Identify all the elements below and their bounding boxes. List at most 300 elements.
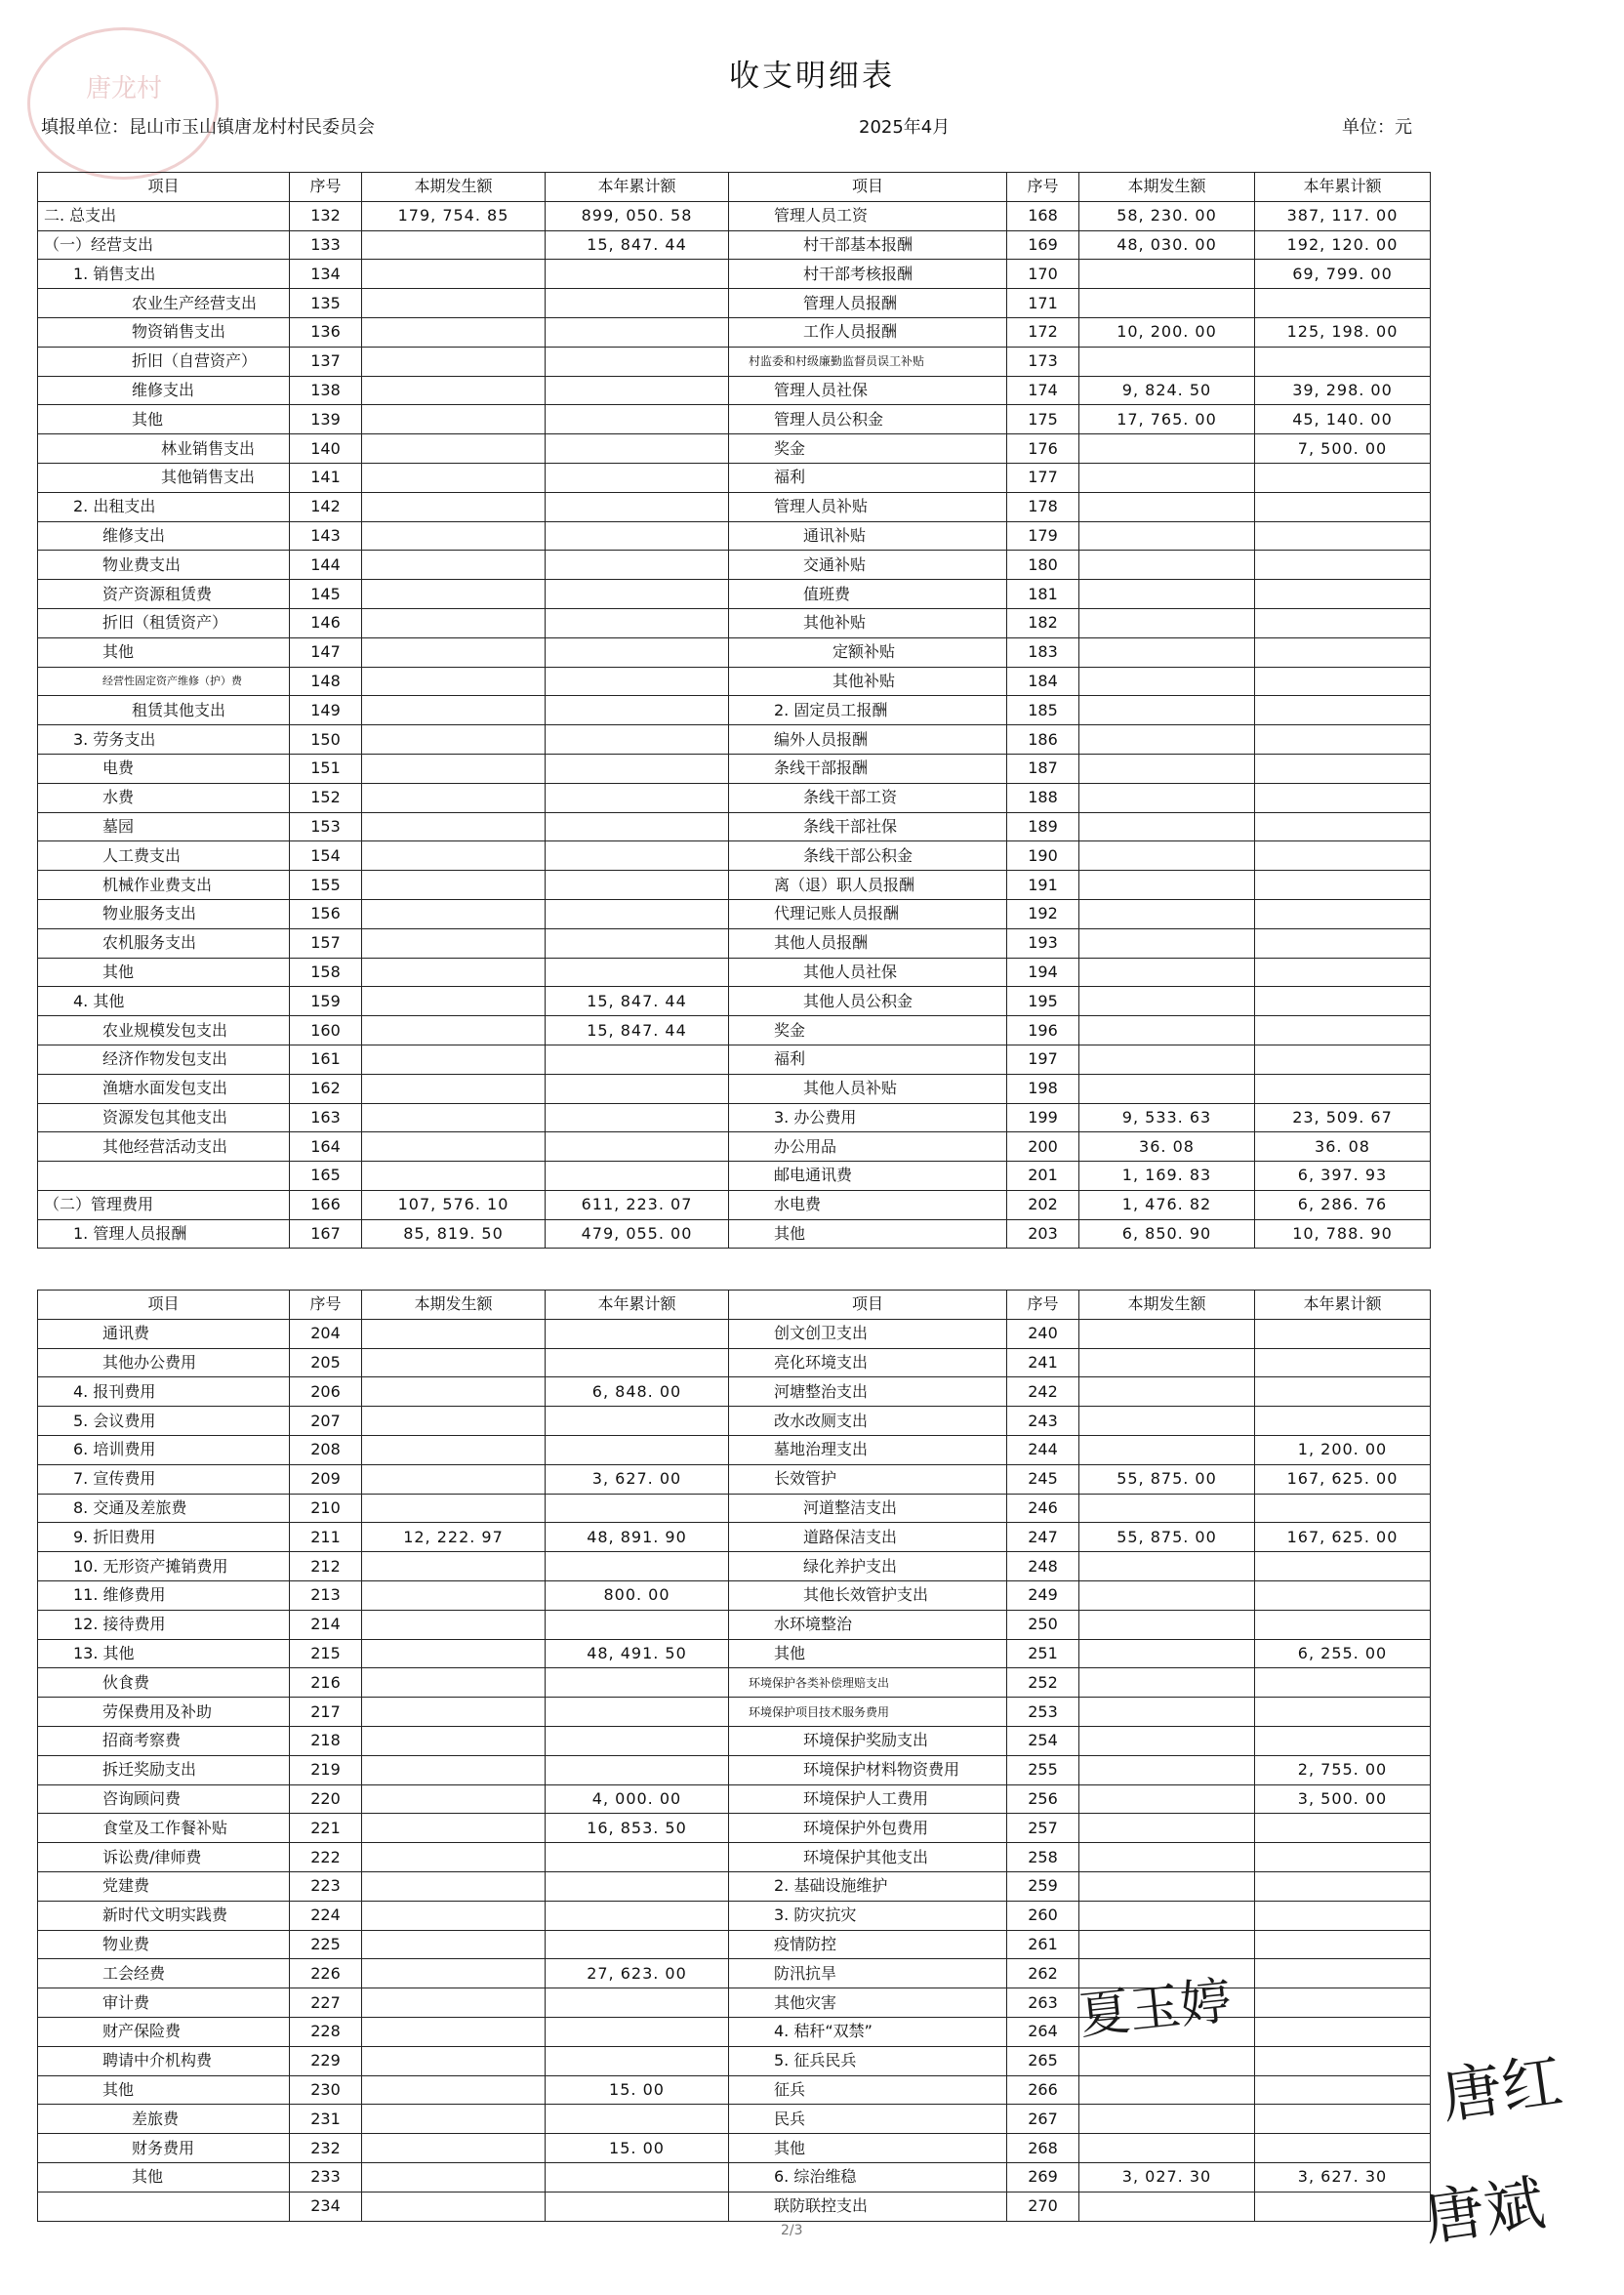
ytd-amount: 192, 120. 00	[1255, 230, 1431, 260]
current-amount	[362, 754, 546, 783]
current-amount	[1079, 1755, 1255, 1784]
table-row	[38, 2105, 1431, 2134]
ytd-amount	[546, 899, 729, 928]
table-row	[38, 696, 1431, 725]
item-name: 其他灾害	[729, 1988, 1007, 2018]
signature-3: 唐斌	[1419, 2166, 1550, 2255]
item-name: 其他人员报酬	[729, 928, 1007, 958]
ytd-amount: 7, 500. 00	[1255, 434, 1431, 464]
item-name: 其他	[38, 2075, 290, 2105]
table-row	[38, 725, 1431, 755]
current-amount	[1079, 1698, 1255, 1727]
ytd-amount	[1255, 1016, 1431, 1045]
serial-number: 209	[290, 1464, 362, 1494]
table-row	[38, 1132, 1431, 1162]
ytd-amount: 69, 799. 00	[1255, 260, 1431, 289]
current-amount	[362, 260, 546, 289]
item-name: 墓地治理支出	[729, 1435, 1007, 1464]
current-amount	[362, 1814, 546, 1843]
item-name: 11. 维修费用	[38, 1580, 290, 1610]
item-name: 管理人员补贴	[729, 492, 1007, 521]
current-amount	[1079, 2134, 1255, 2163]
item-name: 林业销售支出	[38, 434, 290, 464]
table-row	[38, 637, 1431, 667]
serial-number: 141	[290, 463, 362, 492]
serial-number: 176	[1007, 434, 1079, 464]
current-amount: 9, 824. 50	[1079, 376, 1255, 405]
item-name: 2. 出租支出	[38, 492, 290, 521]
current-amount: 1, 476. 82	[1079, 1190, 1255, 1219]
serial-number: 145	[290, 580, 362, 609]
serial-number: 178	[1007, 492, 1079, 521]
current-amount	[362, 2162, 546, 2192]
item-name: 财务费用	[38, 2134, 290, 2163]
serial-number: 192	[1007, 899, 1079, 928]
current-amount	[362, 2105, 546, 2134]
item-name: 其他经营活动支出	[38, 1132, 290, 1162]
item-name: 办公用品	[729, 1132, 1007, 1162]
table-row	[38, 1755, 1431, 1784]
current-amount	[362, 1755, 546, 1784]
serial-number: 140	[290, 434, 362, 464]
serial-number: 265	[1007, 2046, 1079, 2075]
serial-number: 264	[1007, 2017, 1079, 2046]
serial-number: 163	[290, 1103, 362, 1132]
item-name: 聘请中介机构费	[38, 2046, 290, 2075]
ytd-amount	[1255, 928, 1431, 958]
serial-number: 136	[290, 317, 362, 347]
table-row	[38, 754, 1431, 783]
ytd-amount: 4, 000. 00	[546, 1784, 729, 1814]
table-row	[38, 317, 1431, 347]
current-amount	[1079, 1871, 1255, 1901]
item-name: 维修支出	[38, 376, 290, 405]
current-amount	[362, 987, 546, 1016]
current-amount	[362, 1639, 546, 1668]
current-amount	[1079, 2192, 1255, 2221]
table-row	[38, 1901, 1431, 1930]
item-name: 通讯补贴	[729, 521, 1007, 551]
ytd-amount: 27, 623. 00	[546, 1959, 729, 1988]
serial-number: 187	[1007, 754, 1079, 783]
ledger-table-2	[37, 1290, 1431, 2222]
current-amount	[362, 637, 546, 667]
table-row	[38, 2046, 1431, 2075]
item-name: 防汛抗旱	[729, 1959, 1007, 1988]
item-name: 管理人员工资	[729, 201, 1007, 230]
ytd-amount	[1255, 463, 1431, 492]
ytd-amount	[1255, 1988, 1431, 2018]
page-number: 2/3	[781, 2223, 803, 2238]
serial-number: 181	[1007, 580, 1079, 609]
ytd-amount	[1255, 580, 1431, 609]
current-amount	[362, 1494, 546, 1523]
current-amount	[1079, 580, 1255, 609]
table-row	[38, 1639, 1431, 1668]
serial-number: 256	[1007, 1784, 1079, 1814]
item-name: 物业服务支出	[38, 899, 290, 928]
serial-number: 254	[1007, 1726, 1079, 1755]
ytd-amount	[1255, 1580, 1431, 1610]
item-name: 水环境整治	[729, 1610, 1007, 1639]
item-name: 二. 总支出	[38, 201, 290, 230]
item-name: 资源发包其他支出	[38, 1103, 290, 1132]
current-amount	[362, 1377, 546, 1407]
table-row	[38, 1814, 1431, 1843]
serial-number: 156	[290, 899, 362, 928]
serial-number: 221	[290, 1814, 362, 1843]
current-amount	[362, 1348, 546, 1377]
item-name	[38, 2192, 290, 2221]
item-name: 长效管护	[729, 1464, 1007, 1494]
column-header: 本期发生额	[362, 1291, 546, 1320]
ytd-amount	[1255, 1726, 1431, 1755]
item-name: 经营性固定资产维修（护）费	[38, 667, 290, 696]
ytd-amount	[1255, 1494, 1431, 1523]
current-amount	[362, 289, 546, 318]
serial-number: 200	[1007, 1132, 1079, 1162]
serial-number: 269	[1007, 2162, 1079, 2192]
item-name: 2. 基础设施维护	[729, 1871, 1007, 1901]
column-header: 本年累计额	[546, 1291, 729, 1320]
current-amount	[362, 1784, 546, 1814]
current-amount	[1079, 958, 1255, 987]
current-amount	[1079, 987, 1255, 1016]
item-name: 折旧（自营资产）	[38, 347, 290, 376]
item-name: 条线干部公积金	[729, 841, 1007, 871]
serial-number: 213	[290, 1580, 362, 1610]
ytd-amount	[546, 1755, 729, 1784]
ytd-amount: 16, 853. 50	[546, 1814, 729, 1843]
serial-number: 177	[1007, 463, 1079, 492]
serial-number: 153	[290, 812, 362, 841]
ytd-amount	[546, 1726, 729, 1755]
item-name: 12. 接待费用	[38, 1610, 290, 1639]
ytd-amount	[546, 1901, 729, 1930]
item-name: 水费	[38, 783, 290, 812]
item-name: 管理人员报酬	[729, 289, 1007, 318]
item-name: 征兵	[729, 2075, 1007, 2105]
ytd-amount	[546, 434, 729, 464]
serial-number: 220	[290, 1784, 362, 1814]
ytd-amount	[546, 2192, 729, 2221]
current-amount	[1079, 725, 1255, 755]
ytd-amount: 15. 00	[546, 2134, 729, 2163]
item-name: 电费	[38, 754, 290, 783]
current-amount	[1079, 928, 1255, 958]
serial-number: 182	[1007, 608, 1079, 637]
current-amount	[1079, 1668, 1255, 1698]
ytd-amount	[1255, 2105, 1431, 2134]
serial-number: 184	[1007, 667, 1079, 696]
serial-number: 161	[290, 1045, 362, 1074]
serial-number: 218	[290, 1726, 362, 1755]
current-amount	[362, 608, 546, 637]
serial-number: 154	[290, 841, 362, 871]
item-name: 1. 销售支出	[38, 260, 290, 289]
serial-number: 165	[290, 1162, 362, 1191]
ytd-amount	[546, 1348, 729, 1377]
serial-number: 244	[1007, 1435, 1079, 1464]
serial-number: 147	[290, 637, 362, 667]
ytd-amount	[1255, 347, 1431, 376]
current-amount	[1079, 347, 1255, 376]
item-name: 13. 其他	[38, 1639, 290, 1668]
item-name: 6. 综治维稳	[729, 2162, 1007, 2192]
ytd-amount: 1, 200. 00	[1255, 1435, 1431, 1464]
table-row	[38, 2192, 1431, 2221]
ytd-amount	[1255, 608, 1431, 637]
ytd-amount	[1255, 754, 1431, 783]
ytd-amount	[1255, 725, 1431, 755]
item-name: 邮电通讯费	[729, 1162, 1007, 1191]
ytd-amount: 167, 625. 00	[1255, 1464, 1431, 1494]
table-row	[38, 2162, 1431, 2192]
current-amount	[362, 1407, 546, 1436]
table-row	[38, 958, 1431, 987]
column-header: 本年累计额	[546, 173, 729, 202]
current-amount	[362, 463, 546, 492]
current-amount	[1079, 841, 1255, 871]
serial-number: 255	[1007, 1755, 1079, 1784]
item-name: 3. 防灾抗灾	[729, 1901, 1007, 1930]
item-name: 疫情防控	[729, 1930, 1007, 1959]
current-amount	[1079, 1639, 1255, 1668]
current-amount	[362, 2075, 546, 2105]
item-name: 墓园	[38, 812, 290, 841]
item-name: 绿化养护支出	[729, 1552, 1007, 1581]
serial-number: 202	[1007, 1190, 1079, 1219]
ytd-amount	[1255, 521, 1431, 551]
current-amount	[362, 551, 546, 580]
current-amount	[362, 958, 546, 987]
item-name: 工作人员报酬	[729, 317, 1007, 347]
ytd-amount	[1255, 1930, 1431, 1959]
ytd-amount	[1255, 1552, 1431, 1581]
table-row	[38, 492, 1431, 521]
reporting-unit: 填报单位：昆山市玉山镇唐龙村村民委员会	[41, 117, 375, 138]
ytd-amount	[1255, 841, 1431, 871]
table-row	[38, 1377, 1431, 1407]
item-name: 河塘整治支出	[729, 1377, 1007, 1407]
current-amount	[362, 521, 546, 551]
current-amount	[1079, 1930, 1255, 1959]
table-row	[38, 1610, 1431, 1639]
serial-number: 240	[1007, 1319, 1079, 1348]
current-amount	[362, 1045, 546, 1074]
current-amount	[1079, 783, 1255, 812]
table-row	[38, 1074, 1431, 1103]
table-row	[38, 1726, 1431, 1755]
serial-number: 146	[290, 608, 362, 637]
ytd-amount	[546, 1552, 729, 1581]
current-amount	[1079, 696, 1255, 725]
current-amount	[1079, 667, 1255, 696]
serial-number: 270	[1007, 2192, 1079, 2221]
serial-number: 148	[290, 667, 362, 696]
header-row	[38, 1291, 1431, 1320]
ytd-amount: 15, 847. 44	[546, 987, 729, 1016]
current-amount	[1079, 1435, 1255, 1464]
signature-1: 夏玉婷	[1076, 1971, 1235, 2046]
item-name: 其他长效管护支出	[729, 1580, 1007, 1610]
serial-number: 144	[290, 551, 362, 580]
ytd-amount	[1255, 1843, 1431, 1872]
item-name: 条线干部社保	[729, 812, 1007, 841]
serial-number: 227	[290, 1988, 362, 2018]
ytd-amount	[546, 405, 729, 434]
ytd-amount	[1255, 667, 1431, 696]
serial-number: 152	[290, 783, 362, 812]
current-amount	[362, 1319, 546, 1348]
serial-number: 232	[290, 2134, 362, 2163]
current-amount	[362, 1843, 546, 1872]
serial-number: 196	[1007, 1016, 1079, 1045]
item-name: 其他人员社保	[729, 958, 1007, 987]
column-header: 本年累计额	[1255, 173, 1431, 202]
item-name: 伙食费	[38, 1668, 290, 1698]
ytd-amount	[546, 1074, 729, 1103]
item-name: 审计费	[38, 1988, 290, 2018]
current-amount	[1079, 289, 1255, 318]
column-header: 项目	[729, 1291, 1007, 1320]
ytd-amount	[546, 1103, 729, 1132]
ytd-amount	[546, 812, 729, 841]
table-row	[38, 201, 1431, 230]
item-name: 4. 其他	[38, 987, 290, 1016]
table-row	[38, 1930, 1431, 1959]
serial-number: 262	[1007, 1959, 1079, 1988]
item-name: 10. 无形资产摊销费用	[38, 1552, 290, 1581]
table-row	[38, 871, 1431, 900]
ytd-amount	[546, 376, 729, 405]
column-header: 本期发生额	[1079, 173, 1255, 202]
item-name: 编外人员报酬	[729, 725, 1007, 755]
item-name: 环境保护外包费用	[729, 1814, 1007, 1843]
current-amount	[1079, 2105, 1255, 2134]
current-amount	[1079, 1045, 1255, 1074]
serial-number: 183	[1007, 637, 1079, 667]
table-row	[38, 1843, 1431, 1872]
serial-number: 191	[1007, 871, 1079, 900]
item-name: 其他	[38, 405, 290, 434]
current-amount	[1079, 463, 1255, 492]
serial-number: 138	[290, 376, 362, 405]
current-amount	[362, 783, 546, 812]
item-name: 值班费	[729, 580, 1007, 609]
item-name: 食堂及工作餐补贴	[38, 1814, 290, 1843]
current-amount	[1079, 871, 1255, 900]
current-amount	[1079, 1552, 1255, 1581]
ytd-amount	[546, 2162, 729, 2192]
ytd-amount: 6, 286. 76	[1255, 1190, 1431, 1219]
item-name: 资产资源租赁费	[38, 580, 290, 609]
item-name: 其他	[729, 1219, 1007, 1249]
current-amount	[362, 1103, 546, 1132]
item-name: 其他	[38, 2162, 290, 2192]
ytd-amount: 167, 625. 00	[1255, 1523, 1431, 1552]
current-amount: 9, 533. 63	[1079, 1103, 1255, 1132]
ytd-amount: 48, 491. 50	[546, 1639, 729, 1668]
current-amount	[1079, 1580, 1255, 1610]
item-name: 4. 秸秆“双禁”	[729, 2017, 1007, 2046]
serial-number: 197	[1007, 1045, 1079, 1074]
current-amount	[1079, 1843, 1255, 1872]
serial-number: 242	[1007, 1377, 1079, 1407]
ytd-amount	[546, 1871, 729, 1901]
ytd-amount	[546, 1162, 729, 1191]
ytd-amount: 6, 848. 00	[546, 1377, 729, 1407]
ytd-amount	[546, 754, 729, 783]
current-amount	[1079, 812, 1255, 841]
ytd-amount	[546, 608, 729, 637]
item-name: 其他	[729, 1639, 1007, 1668]
current-amount	[362, 2134, 546, 2163]
ytd-amount	[546, 667, 729, 696]
table-row	[38, 260, 1431, 289]
item-name: 其他补贴	[729, 667, 1007, 696]
serial-number: 135	[290, 289, 362, 318]
column-header: 项目	[729, 173, 1007, 202]
serial-number: 189	[1007, 812, 1079, 841]
serial-number: 186	[1007, 725, 1079, 755]
current-amount	[362, 1698, 546, 1727]
current-amount: 10, 200. 00	[1079, 317, 1255, 347]
ytd-amount: 39, 298. 00	[1255, 376, 1431, 405]
table-row	[38, 1668, 1431, 1698]
serial-number: 168	[1007, 201, 1079, 230]
item-name: 1. 管理人员报酬	[38, 1219, 290, 1249]
ytd-amount	[1255, 1814, 1431, 1843]
current-amount	[362, 1162, 546, 1191]
ytd-amount	[546, 580, 729, 609]
current-amount	[362, 434, 546, 464]
item-name: 环境保护人工费用	[729, 1784, 1007, 1814]
item-name: 物业费支出	[38, 551, 290, 580]
item-name: 9. 折旧费用	[38, 1523, 290, 1552]
ytd-amount	[546, 725, 729, 755]
column-header: 项目	[38, 173, 290, 202]
ytd-amount	[546, 521, 729, 551]
serial-number: 203	[1007, 1219, 1079, 1249]
serial-number: 226	[290, 1959, 362, 1988]
ytd-amount	[1255, 1074, 1431, 1103]
column-header: 序号	[1007, 1291, 1079, 1320]
current-amount	[362, 1959, 546, 1988]
item-name: 联防联控支出	[729, 2192, 1007, 2221]
serial-number: 142	[290, 492, 362, 521]
item-name: 民兵	[729, 2105, 1007, 2134]
current-amount	[362, 1016, 546, 1045]
serial-number: 258	[1007, 1843, 1079, 1872]
serial-number: 179	[1007, 521, 1079, 551]
serial-number: 214	[290, 1610, 362, 1639]
table-row	[38, 1348, 1431, 1377]
item-name: 管理人员社保	[729, 376, 1007, 405]
item-name: 8. 交通及差旅费	[38, 1494, 290, 1523]
table-row	[38, 1319, 1431, 1348]
item-name: 环境保护奖励支出	[729, 1726, 1007, 1755]
ytd-amount	[1255, 1407, 1431, 1436]
item-name: 其他销售支出	[38, 463, 290, 492]
ytd-amount	[546, 1698, 729, 1727]
current-amount	[1079, 1814, 1255, 1843]
item-name: 人工费支出	[38, 841, 290, 871]
table-row	[38, 928, 1431, 958]
item-name: 改水改厕支出	[729, 1407, 1007, 1436]
current-amount: 179, 754. 85	[362, 201, 546, 230]
column-header: 序号	[290, 1291, 362, 1320]
